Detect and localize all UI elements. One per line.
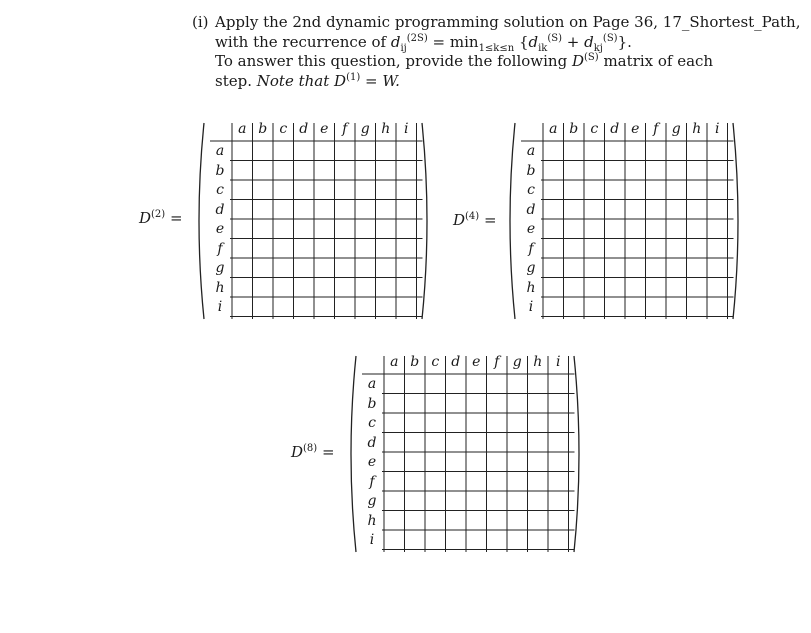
row-header-h: h [215,279,225,296]
column-header-a: a [390,354,399,370]
column-header-f: f [653,121,659,137]
column-header-h: h [533,354,543,370]
question-number: (i) [192,13,209,31]
column-header-c: c [279,121,288,137]
row-header-g: g [215,260,225,276]
matrix-d8 [344,354,586,554]
row-header-c: c [368,415,376,431]
row-header-i: i [217,299,223,315]
right-parenthesis [574,356,579,552]
column-header-a: a [549,121,558,137]
matrix-d2 [192,121,434,321]
left-parenthesis [351,356,356,552]
matrix-label-d4: $D^{(4)}$ = [453,211,497,229]
column-header-c: c [431,354,440,370]
question-line-1: Apply the 2nd dynamic programming solution on Page 36, 17_Shortest_Path, [215,13,801,31]
column-header-d: d [299,121,309,137]
column-header-d: d [451,354,461,370]
recurrence-intro: with the recurrence of [215,32,387,51]
row-header-e: e [526,221,536,237]
row-header-g: g [526,260,536,276]
row-header-f: f [217,240,223,257]
column-header-c: c [590,121,599,137]
row-header-e: e [215,221,225,237]
right-parenthesis [733,123,738,319]
row-header-e: e [367,454,377,470]
row-header-f: f [369,473,375,490]
row-header-h: h [526,279,536,296]
row-header-d: d [215,201,225,218]
column-header-b: b [258,121,268,137]
matrix-label-d2: $D^{(2)}$ = [139,209,183,227]
column-header-f: f [494,354,500,370]
column-header-b: b [410,354,420,370]
row-header-b: b [367,395,377,412]
column-header-g: g [360,121,370,137]
column-header-g: g [671,121,681,137]
left-parenthesis [510,123,515,319]
column-header-g: g [512,354,522,370]
row-header-b: b [215,162,225,179]
question-line-4: step. Note that $D^{(1)} = W$. [215,71,400,90]
row-header-i: i [369,532,375,548]
column-header-a: a [238,121,247,137]
recurrence-formula: $d_{ij}^{(2S)} = \min_{1\le k\le n} \{d_{ik}^{(S)} + d_{kj}^{(S)}\}$. [390,32,632,54]
row-header-c: c [527,182,535,198]
column-header-e: e [631,121,640,137]
row-header-a: a [215,143,225,159]
row-header-d: d [526,201,536,218]
row-header-i: i [528,299,534,315]
column-header-i: i [715,121,720,137]
question-block [192,13,801,91]
column-header-i: i [404,121,409,137]
column-header-h: h [381,121,391,137]
row-header-f: f [528,240,534,257]
row-header-d: d [367,434,377,451]
matrix-d4 [503,121,745,321]
row-header-c: c [216,182,224,198]
column-header-i: i [556,354,561,370]
column-header-h: h [692,121,702,137]
row-header-g: g [367,493,377,509]
row-header-a: a [526,143,536,159]
matrix-label-d8: $D^{(8)}$ = [291,443,335,461]
row-header-h: h [367,512,377,529]
left-parenthesis [199,123,204,319]
row-header-a: a [367,376,377,392]
question-line-2 [215,33,792,53]
column-header-b: b [569,121,579,137]
column-header-e: e [472,354,481,370]
right-parenthesis [422,123,427,319]
column-header-d: d [610,121,620,137]
column-header-f: f [342,121,348,137]
column-header-e: e [320,121,329,137]
row-header-b: b [526,162,536,179]
question-line-3: To answer this question, provide the following $D^{(S)}$ matrix of each [215,52,714,70]
